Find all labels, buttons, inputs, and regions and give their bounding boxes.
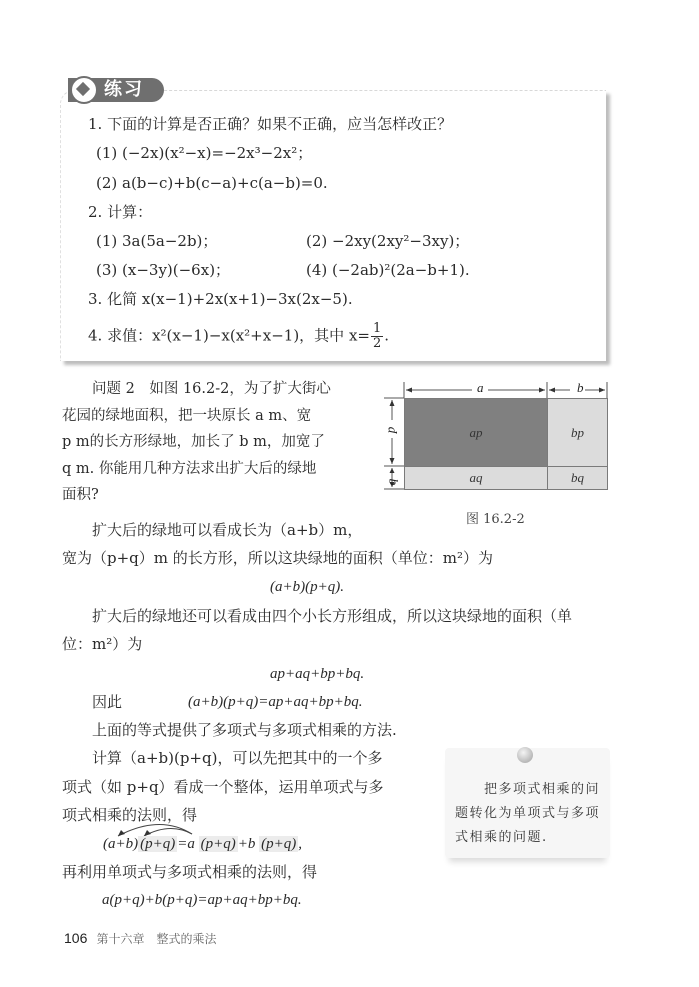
figure-caption: 图 16.2-2 (466, 512, 525, 527)
exercise-q3: 3. 化简 x(x−1)+2x(x+1)−3x(2x−5). (88, 290, 353, 308)
exercise-q4-prefix: 4. 求值：x²(x−1)−x(x²+x−1)，其中 x= (88, 326, 370, 345)
exercise-q1-stem: 1. 下面的计算是否正确？如果不正确，应当怎样改正？ (88, 115, 453, 133)
body-p2-line1: 扩大后的绿地还可以看成由四个小长方形组成，所以这块绿地的面积（单 (92, 607, 573, 625)
fraction-denominator: 2 (372, 336, 382, 351)
body-p4-line3: 项式相乘的法则，得 (62, 806, 198, 824)
side-note-text: 把多项式相乘的问题转化为单项式与多项式相乘的问题. (455, 782, 601, 845)
equation-1: (a+b)(p+q). (270, 579, 344, 595)
dim-label-q: q (383, 478, 399, 486)
exercise-q4 (88, 322, 389, 351)
problem-2-line-4: q m. 你能用几种方法求出扩大后的绿地 (62, 460, 317, 477)
exercise-q2-item-2: (2) −2xy(2xy²−3xy)； (306, 232, 470, 250)
fraction (371, 322, 383, 351)
dim-label-b: b (577, 380, 584, 395)
exercise-q4-suffix: . (384, 326, 390, 345)
body-p2-line2: 位：m²）为 (62, 635, 143, 653)
therefore-label: 因此 (92, 693, 123, 711)
body-p5: 再利用单项式与多项式相乘的法则，得 (62, 863, 318, 881)
pushpin-icon (517, 747, 533, 763)
cell-bp-label: bp (571, 424, 584, 440)
exercise-q1-item-2: (2) a(b−c)+b(c−a)+c(a−b)=0. (96, 174, 328, 192)
exercise-q2-item-4: (4) (−2ab)²(2a−b+1). (306, 261, 470, 279)
equation-2: ap+aq+bp+bq. (270, 666, 365, 682)
page-number: 106 (64, 930, 88, 946)
cell-ap-label: ap (469, 424, 483, 440)
body-p4-line2: 项式（如 p+q）看成一个整体，运用单项式与多 (62, 778, 384, 796)
body-p1-line1: 扩大后的绿地可以看成长为（a+b）m， (92, 521, 363, 539)
body-p4-line1: 计算（a+b)(p+q)，可以先把其中的一个多 (92, 749, 383, 767)
dim-label-p: p (382, 426, 398, 434)
cell-bq (547, 466, 608, 490)
problem-2-line-1: 问题 2 如图 16.2-2，为了扩大街心 (92, 381, 331, 397)
problem-2 (62, 376, 331, 509)
cell-aq (404, 466, 548, 490)
page-footer (64, 928, 216, 947)
eq4-plus: +b (237, 836, 256, 852)
problem-2-line-3: p m的长方形绿地，加长了 b m，加宽了 (62, 434, 325, 450)
equation-5: a(p+q)+b(p+q)=ap+aq+bp+bq. (102, 892, 302, 908)
eq4-left: (a+b) (103, 836, 139, 852)
body-p1-line2: 宽为（p+q）m 的长方形，所以这块绿地的面积（单位：m²）为 (62, 549, 494, 567)
eq4-end: , (298, 836, 302, 852)
body-p3: 上面的等式提供了多项式与多项式相乘的方法. (92, 721, 397, 739)
chapter-title: 第十六章 整式的乘法 (96, 932, 217, 946)
eq4-mid: (p+q) (140, 836, 176, 852)
equation-3: (a+b)(p+q)=ap+aq+bp+bq. (188, 694, 363, 710)
problem-2-line-5: 面积? (62, 487, 99, 503)
cell-ap (404, 398, 548, 467)
equation-4 (103, 834, 302, 854)
problem-2-line-2: 花园的绿地面积，把一块原长 a m、宽 (62, 407, 312, 424)
cell-aq-label: aq (469, 470, 483, 485)
exercise-q2-item-3: (3) (x−3y)(−6x)； (96, 261, 231, 279)
exercise-tab-label: 练习 (104, 79, 144, 100)
cell-bq-label: bq (571, 470, 584, 485)
pencil-badge-icon (70, 76, 98, 104)
eq4-eq: =a (177, 836, 195, 852)
cell-bp (547, 398, 608, 467)
eq4-group-2: (p+q) (261, 836, 297, 852)
dim-label-a: a (477, 380, 484, 395)
eq4-group-1: (p+q) (200, 836, 236, 852)
exercise-q1-item-1: (1) (−2x)(x²−x)=−2x³−2x²； (96, 144, 313, 162)
fraction-numerator: 1 (372, 321, 382, 336)
exercise-q2-stem: 2. 计算： (88, 203, 153, 221)
exercise-q2-item-1: (1) 3a(5a−2b)； (96, 232, 218, 250)
